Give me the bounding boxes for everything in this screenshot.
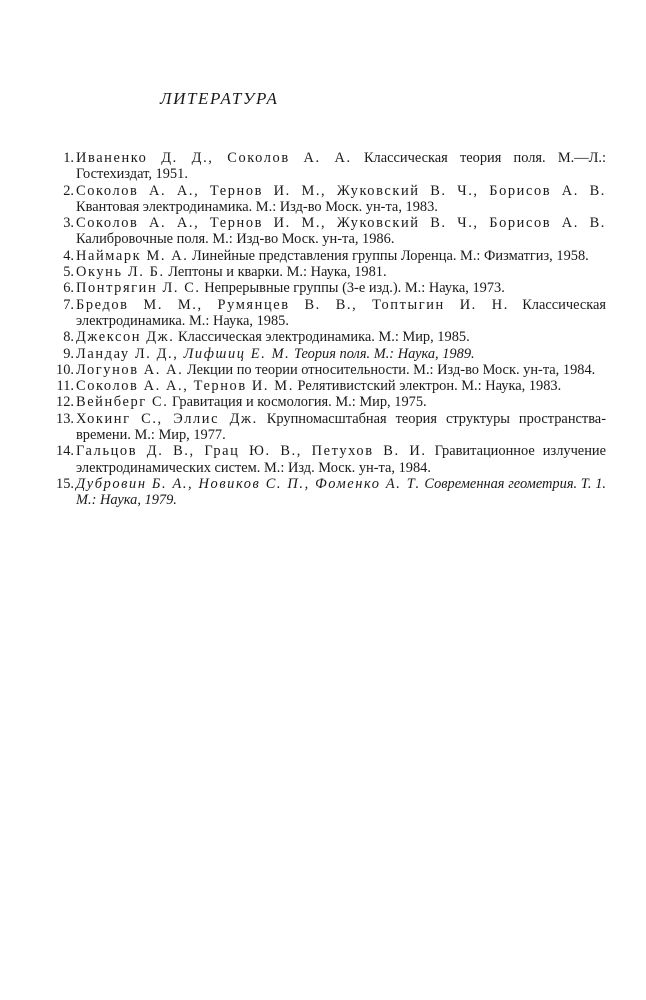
- reference-number: 4.: [63, 247, 74, 264]
- reference-number: 9.: [63, 345, 74, 362]
- reference-details: Лекции по теории относительности. М.: Изд-во Моск. ун-та, 1984.: [183, 361, 596, 378]
- reference-number: 12.: [56, 394, 74, 411]
- reference-authors-italic: Лифшиц Е. М.: [178, 345, 291, 362]
- reference-number: 1.: [63, 150, 74, 166]
- reference-authors: Соколов А. А., Тернов И. М., Жуковский В. Ч., Борисов А. В.: [76, 215, 606, 232]
- reference-text: [76, 443, 606, 476]
- reference-text: [76, 346, 606, 362]
- reference-text: [76, 297, 606, 330]
- reference-number: 2.: [63, 182, 74, 199]
- reference-item: [50, 362, 606, 378]
- reference-text: [76, 411, 606, 444]
- reference-text: [76, 329, 606, 345]
- reference-details: Калибровочные поля. М.: Изд-во Моск. ун-та, 1986.: [76, 231, 395, 248]
- reference-details: Непрерывные группы (3-е изд.). М.: Наука, 1973.: [200, 280, 505, 297]
- reference-item: [50, 280, 606, 296]
- reference-details: Классическая электродинамика. М.: Мир, 1985.: [174, 329, 470, 346]
- reference-details: Линейные представления группы Лоренца. М.: Физматгиз, 1958.: [188, 247, 589, 264]
- reference-details: Квантовая электродинамика. М.: Изд-во Моск. ун-та, 1983.: [76, 198, 438, 215]
- reference-number: 5.: [63, 264, 74, 281]
- reference-text: [76, 394, 606, 410]
- reference-number: 15.: [56, 475, 74, 492]
- reference-item: [50, 215, 606, 248]
- reference-number: 14.: [56, 443, 74, 460]
- reference-details: Гравитационное излучение электродинамических систем. М.: Изд. Моск. ун-та, 1984.: [76, 443, 606, 476]
- reference-text: [76, 476, 606, 509]
- reference-authors: Гальцов Д. В., Грац Ю. В., Петухов В. И.: [76, 443, 427, 460]
- reference-details: Классическая электродинамика. М.: Наука, 1985.: [76, 296, 606, 329]
- reference-text: [76, 248, 606, 264]
- reference-details: Классическая теория поля. М.—Л.: Гостехиздат, 1951.: [76, 150, 607, 183]
- reference-item: [50, 248, 606, 264]
- reference-authors: Джексон Дж.: [76, 329, 175, 346]
- reference-number: 13.: [56, 410, 74, 427]
- reference-authors: Окунь Л. Б.: [76, 264, 165, 281]
- reference-item: [50, 183, 606, 216]
- reference-item: [50, 443, 606, 476]
- reference-authors: Иваненко Д. Д., Соколов А. А.: [76, 150, 352, 166]
- reference-number: 10.: [56, 361, 74, 378]
- reference-item: [50, 346, 606, 362]
- reference-authors: Дубровин Б. А., Новиков С. П., Фоменко А. Т.: [76, 475, 421, 492]
- reference-text: [76, 280, 606, 296]
- reference-details: Современная геометрия. Т. 1. М.: Наука, 1979.: [76, 475, 606, 509]
- reference-authors: Наймарк М. А.: [76, 247, 189, 264]
- reference-authors: Соколов А. А., Тернов И. М., Жуковский В. Ч., Борисов А. В.: [76, 182, 606, 199]
- reference-item: [50, 476, 606, 509]
- reference-details: Лептоны и кварки. М.: Наука, 1981.: [164, 264, 387, 281]
- reference-item: [50, 264, 606, 280]
- reference-text: [76, 215, 606, 248]
- reference-authors: Соколов А. А., Тернов И. М.: [76, 378, 294, 395]
- reference-number: 3.: [63, 215, 74, 232]
- reference-authors: Логунов А. А.: [76, 361, 184, 378]
- reference-item: [50, 411, 606, 444]
- reference-number: 11.: [56, 378, 74, 395]
- reference-text: [76, 183, 606, 216]
- reference-authors: Ландау Л. Д.,: [76, 345, 179, 362]
- reference-authors: Хокинг С., Эллис Дж.: [76, 410, 258, 427]
- reference-text: [76, 378, 606, 394]
- reference-details: Гравитация и космология. М.: Мир, 1975.: [168, 394, 427, 411]
- reference-details: Релятивистский электрон. М.: Наука, 1983.: [293, 378, 562, 395]
- reference-details: Крупномасштабная теория структуры пространства-времени. М.: Мир, 1977.: [76, 410, 606, 444]
- reference-list: [50, 150, 606, 509]
- reference-item: [50, 394, 606, 410]
- reference-details: Теория поля. М.: Наука, 1989.: [290, 345, 475, 362]
- reference-item: [50, 150, 606, 183]
- reference-number: 8.: [63, 329, 74, 346]
- reference-item: [50, 378, 606, 394]
- reference-text: [76, 362, 606, 378]
- reference-number: 6.: [63, 280, 74, 297]
- reference-authors: Понтрягин Л. С.: [76, 280, 201, 297]
- reference-authors: Бредов М. М., Румянцев В. В., Топтыгин И. Н.: [76, 296, 509, 313]
- reference-item: [50, 297, 606, 330]
- reference-authors: Вейнберг С.: [76, 394, 169, 411]
- reference-text: [76, 264, 606, 280]
- reference-item: [50, 329, 606, 345]
- reference-text: [76, 150, 606, 183]
- reference-number: 7.: [63, 296, 74, 313]
- page-title: ЛИТЕРАТУРА: [160, 89, 279, 108]
